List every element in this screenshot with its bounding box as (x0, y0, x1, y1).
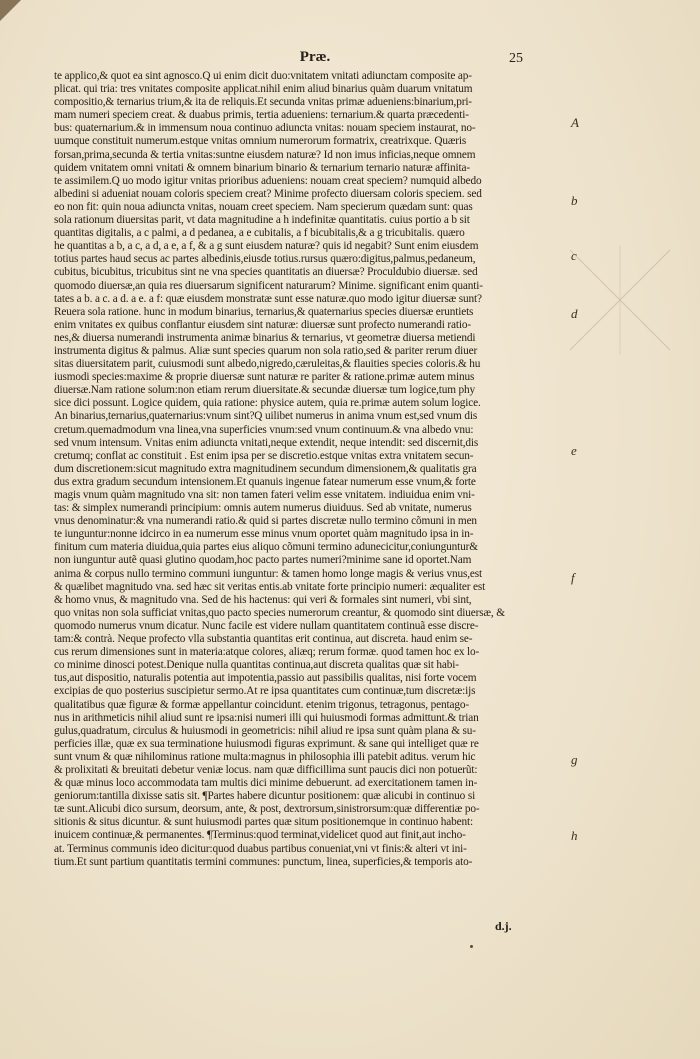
text-line: te iunguntur:nonne idcirco in ea numerum esse minus vnum oportet quàm magnitudo ipsa in in- (54, 528, 474, 541)
text-line: geniorum:tantilla dixisse satis sit. ¶Partes habere dicuntur positionem: quæ alicubi in continuo si (54, 790, 476, 803)
text-line: at. Terminus communis ideo dicitur:quod duabus partibus conueniat,vni vt finis:& alteri vt ini- (54, 842, 467, 855)
text-line: An binarius,ternarius,quaternarius:vnum sint?Q uilibet numerus in anima vnum est,sed vnum dis (54, 410, 478, 423)
text-line: magis vnum quàm magnitudo vna sit: non tamen fateri velim esse vnitatem. indiuidua enim vni- (54, 489, 475, 501)
text-line: he quantitas a b, a c, a d, a e, a f, & a g sunt eiusdem naturæ? quis id negabit? Sunt enim eiusdem (54, 240, 479, 253)
text-line: excipias de quo posterius suscipietur sermo.At re ipsa quantitates cum continuæ,tum discretæ:ijs (54, 685, 476, 698)
text-line: vnus denominatur:& vna numerandi ratio.& quid si partes discretæ nullo termino cõmuni in men (54, 515, 477, 528)
text-line: finitum cum materia diuidua,quia partes eius aliquo cõmuni termino adunecicitur,coniunguntur& (54, 541, 478, 554)
text-line: quomodo numerus vnum dicatur. Nunc facile est videre nullam quantitatem continuã esse discre- (54, 619, 479, 632)
text-line: uumque constituit numerum.estque vnitas omnium numerorum formatrix, creatrixque. Quæris (54, 135, 467, 148)
margin-letter-c: c (571, 248, 577, 263)
margin-letter-g: g (571, 752, 578, 767)
text-line: dus extra gradum secundum intensionem.Et quanuis ingenue fatear numerum esse vnum,& forte (54, 475, 476, 488)
margin-letter-b: b (571, 193, 578, 208)
catchword: d.j. (495, 919, 512, 933)
text-line: & quæ minus loco accommodata tam multis dici minime debuerunt. ad exercitationem tamen in- (54, 777, 478, 790)
text-line: sola rationum diuersitas parit, vt data magnitudine a h indefinitæ quantitatis. cuius portio a b sit (54, 214, 470, 227)
text-line: te assimilem.Q uo modo igitur vnitas prioribus adueniens: nouam creat speciem? numquid albedo (54, 174, 482, 187)
margin-letter-d: d (571, 306, 578, 321)
margin-letter-e: e (571, 443, 577, 458)
text-line: perficies illæ, quæ ex sua terminatione huiusmodi figuras exprimunt. & sane qui intelliget quæ re (54, 737, 479, 750)
text-line: cubitus, bicubitus, tricubitus sint ne vna species quantitatis an diuersæ? Proculdubio diuersæ. sed (54, 266, 478, 279)
text-line: non iunguntur autẽ quasi glutino quodam,hoc pacto partes numeri?minime sane id oportet.Nam (54, 554, 472, 567)
text-line: tus,aut dispositio, naturalis potentia aut impotentia,passio aut passibilis qualitas, nisi forte vocem (54, 672, 477, 685)
text-line: tam:& contrà. Neque profecto vlla substantia quantitas erit continua, aut discreta. haud enim se- (54, 633, 473, 646)
text-line: Reuera sola ratione. hunc in modum binarius, ternarius,& quaternarius species diuersæ eruntiets (54, 305, 474, 318)
text-line: cretumq; conflat ac constituit . Est enim ipsa per se discretio.estque vnitas extra vnitatem secun- (54, 449, 474, 462)
text-line: diuersæ.Nam ratione solum:non etiam rerum diuersitate.& secundæ diuersæ tum logice,tum phy (54, 384, 476, 397)
text-line: sed vnum intensum. Vnitas enim adiuncta vnitati,neque extendit, neque intendit: sed discernit,dis (54, 436, 479, 449)
folded-corner (0, 0, 26, 26)
ink-speck (470, 945, 473, 948)
margin-letter-a: A (571, 115, 579, 130)
text-line: enim vnitates ex quibus conflantur eiusdem sint naturæ: diuersæ sunt profecto numerandi ratio- (54, 318, 471, 331)
text-line: cus rerum dimensiones sunt in materia:atque colores, aliæq; rerum formæ. quod tamen hoc ex lo- (54, 646, 480, 659)
text-line: & quælibet magnitudo vna. sed hæc sit veritas entis.ab vnitate forte principio numeri: æqualiter est (54, 580, 486, 593)
text-line: quantitas digitalis, a c palmi, a d pedanea, a e cubitalis, a f bicubitalis,& a g tricubitalis. quæro (54, 227, 465, 240)
text-line: totius partes haud secus ac partes albedinis,eiusde totius.rursus quæro:digitus,palmus,pedaneum, (54, 253, 476, 266)
text-line: gulus,quadratum, circulus & huiusmodi in geometricis: nihil aliud re ipsa sunt quàm plana & su- (54, 724, 476, 737)
text-line: quidem vnitatem omni vnitati & omnem binarium binario & ternarium ternario naturæ affinita- (54, 161, 470, 174)
text-line: inuicem continuæ,& permanentes. ¶Terminus:quod terminat,videlicet quod aut finit,aut incho- (54, 829, 466, 842)
text-line: nus in arithmeticis nihil aliud sunt re ipsa:nisi numeri illi qui huiusmodi formas admittunt.& trian (54, 711, 479, 724)
text-line: quomodo diuersæ,an quia res diuersarum significent naturarum? Minime. significant enim quanti- (54, 279, 483, 292)
text-line: tium.Et sunt partium quantitatis termini communes: punctum, linea, superficies,& temporis ato- (54, 855, 473, 868)
folio-number: 25 (509, 51, 523, 66)
text-line: quo vnitas non sola sufficiat vnitas,quo pacto species numerorum creantur, & quomodo sint diuersæ, & (54, 606, 505, 619)
text-line: forsan,prima,secunda & tertia vnitas:suntne eiusdem naturæ? Id non imus inficias,neque omnem (54, 148, 476, 161)
text-line: cretum.quemadmodum vna linea,vna superficies vnum:sed vnum continuum.& vna albedo vnu: (54, 423, 474, 436)
text-line: plicat. qui tria: tres vnitates composite applicat.nihil enim aliud binarius quàm duarum vnitatum (54, 83, 473, 96)
margin-letter-f: f (571, 570, 575, 585)
margin-letter-h: h (571, 828, 578, 843)
text-line: qualitatibus quæ figuræ & formæ appellantur coincidunt. etenim trigonus, tetragonus, pentago- (54, 698, 469, 711)
text-line: instrumenta digitus & palmus. Aliæ sunt species quarum non sola ratio,sed & pariter rerum diuer (54, 344, 478, 357)
text-line: compositio,& ternarius trium,& ita de reliquis.Et secunda vnitas primæ adueniens:binarium,pri- (54, 96, 472, 109)
text-line: nes,& diuersa numerandi instrumenta animæ binarius & ternarius, vt geometræ diuersa metiendi (54, 331, 476, 344)
text-line: sitas diuersitatem parit, cuiusmodi sunt albedo,nigredo,cæruleitas,& flauities species coloris.& hu (54, 358, 481, 371)
text-line: sitionis & situs dicuntur. & sunt huiusmodi partes quæ situm positionemque in continuo habent: (54, 816, 473, 829)
text-line: bus: quaternarium.& in immensum noua continuo adiuncta vnitas: nouam speciem instaurat, no- (54, 122, 476, 135)
text-line: anima & corpus nullo termino communi iunguntur: & tamen homo longe magis & verius vnus,est (54, 567, 482, 580)
text-line: sice dici possunt. Logice quidem, quia ratione: physice autem, quia re.primæ autem solum logice. (54, 397, 481, 410)
text-line: & homo vnus, & magnitudo vna. Sed de his hactenus: qui veri & formales sint numeri, vbi sint, (54, 593, 472, 606)
text-line: & prolixitati & breuitati debetur veniæ locus. nam quæ difficillima sunt paucis dici non potuerũt: (54, 763, 478, 776)
bleed-through-diagram (565, 245, 675, 355)
text-line: sunt vnum & quæ nihilominus ratione multa:magnus in philosophia illi patebit aditus. verum hic (54, 750, 476, 763)
text-line: tas: & simplex numerandi principium: omnis autem numerus diuiduus. Sed ab vnitate, numerus (54, 502, 472, 515)
text-line: dum discretionem:sicut magnitudo extra magnitudinem secundum dimensionem,& qualitatis gra (54, 462, 477, 475)
text-line: te applico,& quot ea sint agnosco.Q ui enim dicit duo:vnitatem vnitati adiunctam composite ap- (54, 70, 472, 82)
text-line: eo non fit: quin noua adiuncta vnitas, nouam creet speciem. Nam specierum quædam sunt: quas (54, 200, 473, 213)
text-line: iusmodi species:maxime & proprie diuersæ sunt naturæ re pariter & ratione.primæ autem minus (54, 371, 475, 384)
main-text-block (54, 70, 558, 869)
text-line: co minime dinosci potest.Denique nulla quantitas continua,aut discreta qualitas quæ sit habi- (54, 659, 459, 672)
running-head: Præ. (299, 49, 331, 65)
text-line: tates a b. a c. a d. a e. a f: quæ eiusdem monstratæ sunt esse naturæ.quo modo igitur diuersæ sunt? (54, 292, 482, 305)
text-line: mam numeri speciem creat. & duabus primis, tertia adueniens: ternarium.& quarta præcedenti- (54, 109, 469, 122)
text-line: tæ sunt.Alicubi dico sursum, deorsum, ante, & post, dextrorsum,sinistrorsum:quæ differentiæ po- (54, 803, 480, 816)
text-line: albedini si adueniat nouam coloris speciem creat? Minime profecto diuersam coloris speciem. sed (54, 187, 482, 200)
